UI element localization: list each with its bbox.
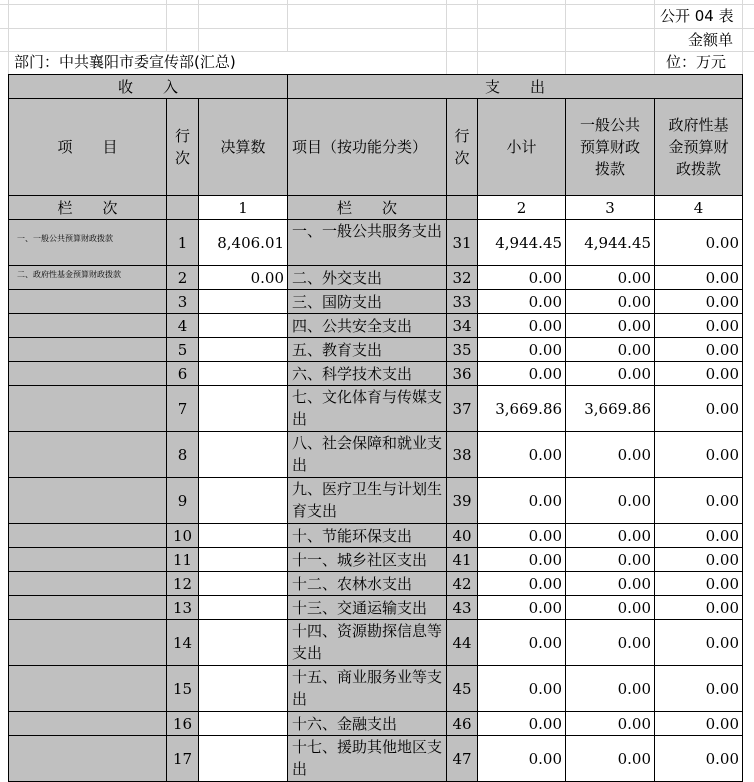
row-seq2: 31 xyxy=(447,220,478,266)
income-section-header: 收 入 xyxy=(9,75,288,99)
row-func-item: 十三、交通运输支出 xyxy=(288,596,447,620)
row-final xyxy=(199,432,288,478)
row-fund: 0.00 xyxy=(655,266,743,290)
gridline xyxy=(742,0,743,74)
table-row xyxy=(9,548,743,572)
row-seq2: 37 xyxy=(447,386,478,432)
row-final xyxy=(199,314,288,338)
row-fund: 0.00 xyxy=(655,596,743,620)
row-general: 0.00 xyxy=(566,314,655,338)
row-func-item: 十、节能环保支出 xyxy=(288,524,447,548)
row-general: 0.00 xyxy=(566,524,655,548)
table-row xyxy=(9,290,743,314)
row-seq: 7 xyxy=(167,386,199,432)
row-seq2: 33 xyxy=(447,290,478,314)
row-item xyxy=(9,596,167,620)
department-label: 部门：中共襄阳市委宣传部(汇总) xyxy=(14,53,236,71)
unit-label-line2: 位：万元 xyxy=(666,53,727,71)
row-subtotal: 3,669.86 xyxy=(478,386,566,432)
row-general: 0.00 xyxy=(566,712,655,736)
row-fund: 0.00 xyxy=(655,572,743,596)
row-final: 8,406.01 xyxy=(199,220,288,266)
row-final xyxy=(199,338,288,362)
row-fund: 0.00 xyxy=(655,314,743,338)
table-row xyxy=(9,338,743,362)
row-general: 3,669.86 xyxy=(566,386,655,432)
col-index-1: 1 xyxy=(199,196,288,220)
row-item: 一、一般公共预算财政拨款 xyxy=(9,220,167,266)
row-func-item: 六、科学技术支出 xyxy=(288,362,447,386)
row-seq2: 35 xyxy=(447,338,478,362)
row-seq: 6 xyxy=(167,362,199,386)
row-item xyxy=(9,338,167,362)
row-subtotal: 0.00 xyxy=(478,478,566,524)
col-index-empty xyxy=(167,196,199,220)
gridline xyxy=(0,4,754,5)
row-general: 0.00 xyxy=(566,362,655,386)
row-item xyxy=(9,432,167,478)
row-general: 0.00 xyxy=(566,736,655,782)
table-row xyxy=(9,432,743,478)
row-subtotal: 0.00 xyxy=(478,432,566,478)
row-final xyxy=(199,736,288,782)
row-item xyxy=(9,386,167,432)
row-subtotal: 0.00 xyxy=(478,572,566,596)
row-general: 4,944.45 xyxy=(566,220,655,266)
col-header-general: 一般公共预算财政拨款 xyxy=(566,99,655,196)
row-final xyxy=(199,620,288,666)
row-func-item: 五、教育支出 xyxy=(288,338,447,362)
row-seq: 1 xyxy=(167,220,199,266)
row-seq2: 34 xyxy=(447,314,478,338)
col-header-seq: 行次 xyxy=(167,99,199,196)
row-general: 0.00 xyxy=(566,478,655,524)
row-subtotal: 0.00 xyxy=(478,524,566,548)
row-seq2: 45 xyxy=(447,666,478,712)
row-general: 0.00 xyxy=(566,548,655,572)
row-general: 0.00 xyxy=(566,620,655,666)
row-seq: 4 xyxy=(167,314,199,338)
row-fund: 0.00 xyxy=(655,478,743,524)
row-fund: 0.00 xyxy=(655,432,743,478)
form-number: 公开 04 表 xyxy=(660,7,734,25)
row-final xyxy=(199,548,288,572)
table-row xyxy=(9,362,743,386)
row-subtotal: 0.00 xyxy=(478,266,566,290)
row-general: 0.00 xyxy=(566,290,655,314)
gridline xyxy=(287,0,288,52)
row-general: 0.00 xyxy=(566,432,655,478)
row-func-item: 十四、资源勘探信息等支出 xyxy=(288,620,447,666)
row-item xyxy=(9,712,167,736)
gridline xyxy=(166,0,167,52)
col-index-label-right: 栏 次 xyxy=(288,196,447,220)
row-final xyxy=(199,386,288,432)
row-func-item: 十五、商业服务业等支出 xyxy=(288,666,447,712)
row-subtotal: 0.00 xyxy=(478,736,566,782)
row-func-item: 十六、金融支出 xyxy=(288,712,447,736)
row-item xyxy=(9,524,167,548)
col-header-func-item: 项目（按功能分类） xyxy=(288,99,447,196)
row-fund: 0.00 xyxy=(655,338,743,362)
row-subtotal: 0.00 xyxy=(478,290,566,314)
col-header-item: 项 目 xyxy=(9,99,167,196)
row-final xyxy=(199,712,288,736)
row-final xyxy=(199,362,288,386)
row-fund: 0.00 xyxy=(655,362,743,386)
row-fund: 0.00 xyxy=(655,548,743,572)
row-fund: 0.00 xyxy=(655,620,743,666)
row-fund: 0.00 xyxy=(655,736,743,782)
row-func-item: 九、医疗卫生与计划生育支出 xyxy=(288,478,447,524)
row-func-item: 七、文化体育与传媒支出 xyxy=(288,386,447,432)
row-subtotal: 0.00 xyxy=(478,314,566,338)
col-header-final: 决算数 xyxy=(199,99,288,196)
row-seq: 10 xyxy=(167,524,199,548)
row-fund: 0.00 xyxy=(655,524,743,548)
row-seq2: 39 xyxy=(447,478,478,524)
row-func-item: 四、公共安全支出 xyxy=(288,314,447,338)
row-seq2: 47 xyxy=(447,736,478,782)
row-seq: 14 xyxy=(167,620,199,666)
col-header-fund: 政府性基金预算财政拨款 xyxy=(655,99,743,196)
col-index-3: 3 xyxy=(566,196,655,220)
table-row xyxy=(9,712,743,736)
row-item xyxy=(9,478,167,524)
row-func-item: 一、一般公共服务支出 xyxy=(288,220,447,266)
table-row xyxy=(9,386,743,432)
table-row xyxy=(9,620,743,666)
table-row xyxy=(9,666,743,712)
row-subtotal: 0.00 xyxy=(478,338,566,362)
row-final xyxy=(199,524,288,548)
gridline xyxy=(8,0,9,74)
row-seq: 15 xyxy=(167,666,199,712)
row-seq: 11 xyxy=(167,548,199,572)
row-func-item: 二、外交支出 xyxy=(288,266,447,290)
row-func-item: 十七、援助其他地区支出 xyxy=(288,736,447,782)
table-row xyxy=(9,478,743,524)
gridline xyxy=(0,28,754,29)
expense-section-header: 支 出 xyxy=(288,75,743,99)
row-subtotal: 0.00 xyxy=(478,666,566,712)
row-subtotal: 0.00 xyxy=(478,712,566,736)
row-subtotal: 0.00 xyxy=(478,620,566,666)
row-final xyxy=(199,478,288,524)
row-seq2: 36 xyxy=(447,362,478,386)
row-fund: 0.00 xyxy=(655,290,743,314)
row-final xyxy=(199,572,288,596)
row-seq: 17 xyxy=(167,736,199,782)
row-final: 0.00 xyxy=(199,266,288,290)
gridline xyxy=(198,0,199,52)
row-seq2: 38 xyxy=(447,432,478,478)
table-row xyxy=(9,524,743,548)
gridline xyxy=(477,0,478,74)
row-final xyxy=(199,666,288,712)
row-fund: 0.00 xyxy=(655,666,743,712)
row-seq: 8 xyxy=(167,432,199,478)
row-seq: 5 xyxy=(167,338,199,362)
row-seq: 2 xyxy=(167,266,199,290)
table-row xyxy=(9,736,743,782)
table-row xyxy=(9,572,743,596)
row-seq2: 46 xyxy=(447,712,478,736)
table-row xyxy=(9,266,743,290)
row-fund: 0.00 xyxy=(655,386,743,432)
row-item xyxy=(9,314,167,338)
gridline xyxy=(446,0,447,74)
row-general: 0.00 xyxy=(566,266,655,290)
row-seq2: 41 xyxy=(447,548,478,572)
row-subtotal: 4,944.45 xyxy=(478,220,566,266)
row-item: 二、政府性基金预算财政拨款 xyxy=(9,266,167,290)
col-index-2: 2 xyxy=(478,196,566,220)
row-final xyxy=(199,596,288,620)
row-seq: 13 xyxy=(167,596,199,620)
row-general: 0.00 xyxy=(566,596,655,620)
row-subtotal: 0.00 xyxy=(478,596,566,620)
row-seq2: 32 xyxy=(447,266,478,290)
col-index-4: 4 xyxy=(655,196,743,220)
row-seq2: 42 xyxy=(447,572,478,596)
row-subtotal: 0.00 xyxy=(478,548,566,572)
unit-label-line1: 金额单 xyxy=(688,31,734,49)
row-general: 0.00 xyxy=(566,666,655,712)
row-seq: 16 xyxy=(167,712,199,736)
row-item xyxy=(9,290,167,314)
budget-table xyxy=(8,74,743,782)
row-seq2: 43 xyxy=(447,596,478,620)
gridline xyxy=(565,0,566,74)
row-fund: 0.00 xyxy=(655,712,743,736)
col-header-seq2: 行次 xyxy=(447,99,478,196)
row-fund: 0.00 xyxy=(655,220,743,266)
table-row xyxy=(9,596,743,620)
table-row xyxy=(9,220,743,266)
row-seq: 9 xyxy=(167,478,199,524)
gridline xyxy=(654,0,655,74)
row-func-item: 十一、城乡社区支出 xyxy=(288,548,447,572)
row-general: 0.00 xyxy=(566,338,655,362)
col-index-label-left: 栏 次 xyxy=(9,196,167,220)
row-func-item: 三、国防支出 xyxy=(288,290,447,314)
table-row xyxy=(9,314,743,338)
row-seq2: 44 xyxy=(447,620,478,666)
row-item xyxy=(9,736,167,782)
row-item xyxy=(9,548,167,572)
row-item xyxy=(9,572,167,596)
row-item xyxy=(9,620,167,666)
row-func-item: 八、社会保障和就业支出 xyxy=(288,432,447,478)
row-item xyxy=(9,362,167,386)
row-seq: 12 xyxy=(167,572,199,596)
row-seq2: 40 xyxy=(447,524,478,548)
row-general: 0.00 xyxy=(566,572,655,596)
row-subtotal: 0.00 xyxy=(478,362,566,386)
row-func-item: 十二、农林水支出 xyxy=(288,572,447,596)
gridline xyxy=(0,51,754,52)
col-header-subtotal: 小计 xyxy=(478,99,566,196)
row-final xyxy=(199,290,288,314)
row-seq: 3 xyxy=(167,290,199,314)
row-item xyxy=(9,666,167,712)
col-index-empty xyxy=(447,196,478,220)
